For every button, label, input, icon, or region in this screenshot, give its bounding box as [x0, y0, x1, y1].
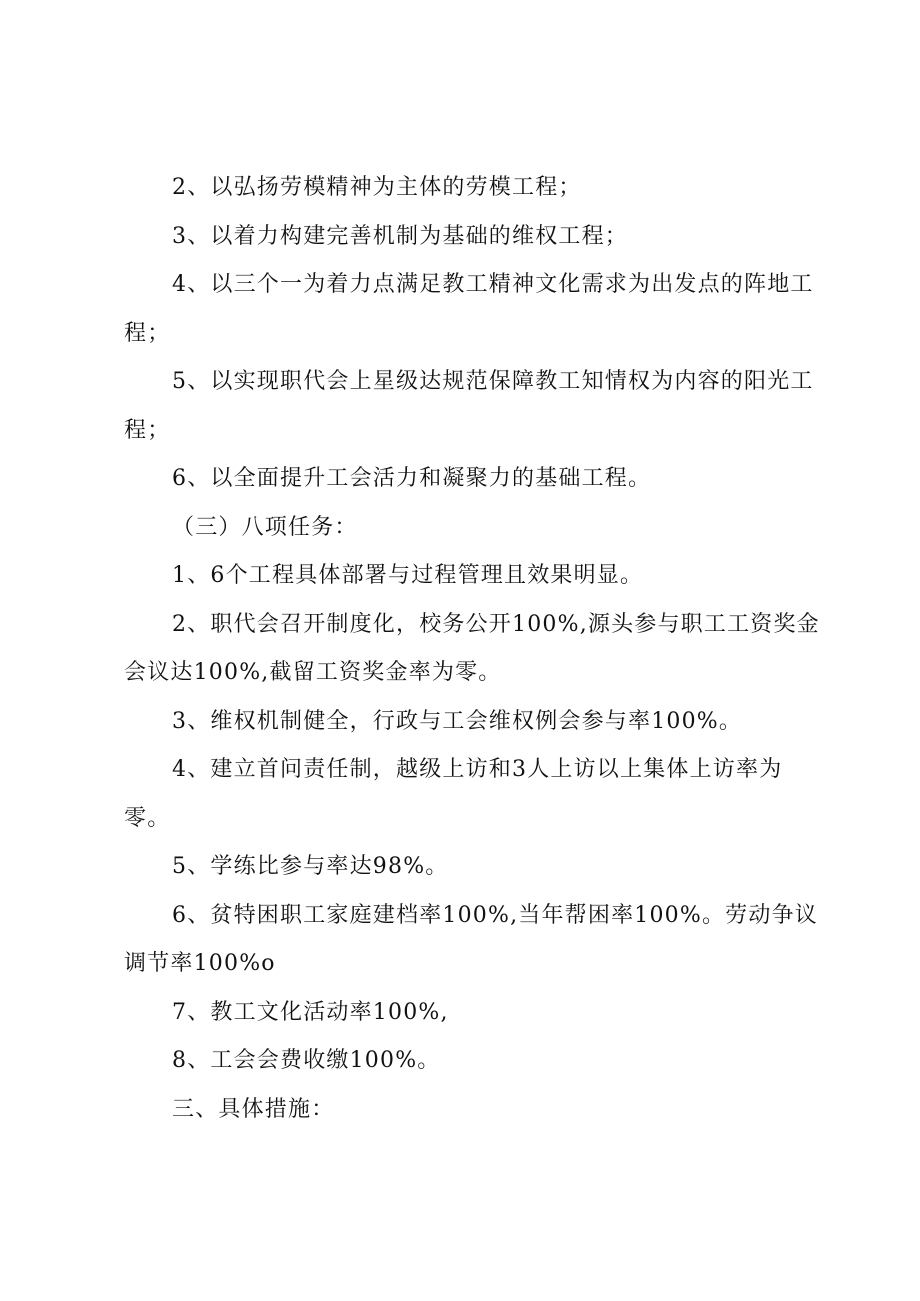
paragraph-item-3-rights-project: 3、以着力构建完善机制为基础的维权工程； [172, 223, 628, 249]
document-body [124, 164, 820, 1134]
task-item-6: 6、贫特困职工家庭建档率100%,当年帮困率100%。劳动争议调节率100%o [124, 902, 818, 976]
section-heading-eight-tasks: （三）八项任务： [172, 514, 358, 540]
paragraph-item-5-sunshine-project: 5、以实现职代会上星级达规范保障教工知情权为内容的阳光工程； [124, 369, 814, 443]
section-heading-specific-measures: 三、具体措施： [172, 1096, 335, 1122]
paragraph-item-4-base-project: 4、以三个一为着力点满足教工精神文化需求为出发点的阵地工程； [124, 272, 814, 346]
paragraph-item-6-foundation-project: 6、以全面提升工会活力和凝聚力的基础工程。 [172, 466, 652, 491]
task-item-1: 1、6个工程具体部署与过程管理且效果明显。 [172, 563, 644, 588]
paragraph-item-2-labor-model-project: 2、以弘扬劳模精神为主体的劳模工程； [172, 175, 582, 200]
task-item-8: 8、工会会费收缴100%。 [172, 1048, 441, 1073]
task-item-2: 2、职代会召开制度化，校务公开100%,源头参与职工工资奖金会议达100%,截留工资奖金率为零。 [124, 611, 820, 685]
task-item-3: 3、维权机制健全，行政与工会维权例会参与率100%。 [172, 708, 743, 734]
task-item-5: 5、学练比参与率达98%。 [172, 854, 449, 879]
task-item-4: 4、建立首问责任制，越级上访和3人上访以上集体上访率为零。 [124, 757, 783, 831]
task-item-7: 7、教工文化活动率100%, [172, 999, 449, 1025]
